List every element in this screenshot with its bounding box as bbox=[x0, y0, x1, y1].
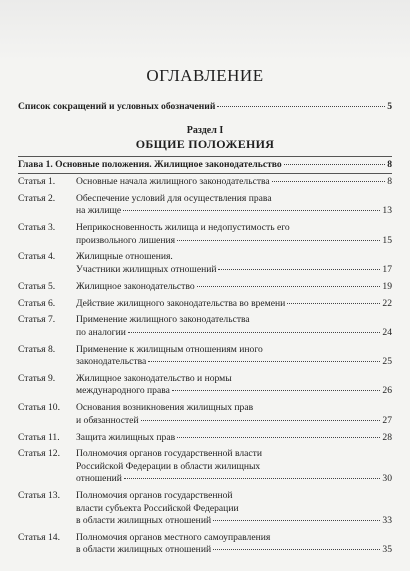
toc-entry-article[interactable] bbox=[18, 402, 392, 427]
toc-entry-article[interactable] bbox=[18, 298, 392, 311]
article-title-line: Основания возникновения жилищных прав bbox=[76, 402, 254, 414]
article-title-line: международного права bbox=[76, 385, 170, 397]
dot-leader bbox=[287, 303, 380, 304]
article-title-line: Жилищное законодательство и нормы bbox=[76, 372, 232, 384]
toc-page-number: 22 bbox=[382, 297, 392, 309]
toc-entry-article[interactable] bbox=[18, 448, 392, 486]
toc-entry-article[interactable] bbox=[18, 314, 392, 339]
page-top-shade bbox=[0, 0, 410, 62]
article-number: Статья 2. bbox=[18, 192, 56, 204]
article-title bbox=[76, 251, 392, 276]
article-title bbox=[76, 373, 392, 398]
dot-leader bbox=[177, 437, 380, 438]
dot-leader bbox=[218, 269, 380, 270]
article-title-line: Действие жилищного законодательства во времени bbox=[76, 297, 286, 309]
article-title-line: на жилище bbox=[76, 205, 122, 217]
article-title-line: Российской Федерации в области жилищных bbox=[76, 460, 261, 472]
dot-leader bbox=[128, 332, 381, 333]
toc-entry-article[interactable] bbox=[18, 490, 392, 528]
article-title bbox=[76, 402, 392, 427]
toc-entry-article[interactable] bbox=[18, 373, 392, 398]
toc-entry-chapter[interactable] bbox=[18, 159, 392, 171]
article-title-line: Полномочия органов местного самоуправления bbox=[76, 531, 271, 543]
toc-page-number: 27 bbox=[382, 414, 392, 426]
article-title-line: Применение к жилищным отношениям иного bbox=[76, 343, 263, 355]
article-title-line: и обязанностей bbox=[76, 414, 139, 426]
dot-leader bbox=[213, 520, 380, 521]
article-title-line: Жилищные отношения. bbox=[76, 251, 173, 263]
article-title-line: в области жилищных отношений bbox=[76, 515, 212, 527]
dot-leader bbox=[124, 478, 381, 479]
article-title-line: Защита жилищных прав bbox=[76, 431, 176, 443]
dot-leader bbox=[284, 164, 385, 165]
article-title bbox=[76, 222, 392, 247]
article-title-line: по аналогии bbox=[76, 326, 126, 338]
divider bbox=[18, 156, 392, 157]
article-title-line: Применение жилищного законодательства bbox=[76, 314, 250, 326]
dot-leader bbox=[148, 361, 380, 362]
article-title bbox=[76, 432, 392, 445]
toc-label: Список сокращений и условных обозначений bbox=[18, 101, 216, 112]
dot-leader bbox=[197, 286, 381, 287]
toc-page-number: 5 bbox=[387, 101, 392, 112]
article-number: Статья 8. bbox=[18, 343, 56, 355]
toc-page-number: 13 bbox=[382, 205, 392, 217]
toc-entry-article[interactable] bbox=[18, 193, 392, 218]
toc-entry-article[interactable] bbox=[18, 222, 392, 247]
toc-page-number: 8 bbox=[387, 176, 392, 187]
section-label: Раздел I bbox=[186, 125, 224, 136]
dot-leader bbox=[141, 420, 381, 421]
article-title-line: Жилищное законодательство bbox=[76, 280, 195, 292]
article-title-line: отношений bbox=[76, 473, 122, 485]
article-title bbox=[76, 298, 392, 311]
article-title bbox=[76, 193, 392, 218]
toc-entry-article[interactable] bbox=[18, 432, 392, 445]
article-number: Статья 6. bbox=[18, 297, 56, 309]
toc-page-number: 30 bbox=[382, 473, 392, 485]
toc-page-number: 8 bbox=[387, 159, 392, 170]
article-number: Статья 4. bbox=[18, 251, 56, 263]
toc-page-number: 33 bbox=[382, 515, 392, 527]
article-title-line: Основные начала жилищного законодательства bbox=[76, 176, 270, 187]
section-name: ОБЩИЕ ПОЛОЖЕНИЯ bbox=[135, 137, 275, 151]
article-title-line: произвольного лишения bbox=[76, 234, 176, 246]
toc-page-number: 25 bbox=[382, 356, 392, 368]
toc-entry-abbreviations[interactable] bbox=[18, 101, 392, 113]
toc-entry-article[interactable] bbox=[18, 176, 392, 189]
article-number: Статья 1. bbox=[18, 176, 56, 187]
dot-leader bbox=[172, 390, 381, 391]
toc-page-number: 26 bbox=[382, 385, 392, 397]
article-number: Статья 9. bbox=[18, 372, 56, 384]
dot-leader bbox=[213, 549, 380, 550]
toc-entry-article[interactable] bbox=[18, 344, 392, 369]
article-title bbox=[76, 281, 392, 294]
article-title bbox=[76, 532, 392, 557]
article-title-line: власти субъекта Российской Федерации bbox=[76, 502, 239, 514]
article-title bbox=[76, 448, 392, 486]
article-title-line: в области жилищных отношений bbox=[76, 544, 212, 556]
article-title-line: Неприкосновенность жилища и недопустимость его bbox=[76, 222, 290, 234]
dot-leader bbox=[272, 181, 386, 182]
article-number: Статья 11. bbox=[18, 431, 60, 443]
article-number: Статья 12. bbox=[18, 448, 60, 460]
article-title bbox=[76, 490, 392, 528]
article-title-line: Обеспечение условий для осуществления права bbox=[76, 192, 272, 204]
toc-entry-article[interactable] bbox=[18, 281, 392, 294]
article-title bbox=[76, 176, 392, 189]
toc-page-number: 15 bbox=[382, 234, 392, 246]
article-title-line: Участники жилищных отношений bbox=[76, 263, 217, 275]
article-number: Статья 3. bbox=[18, 222, 56, 234]
article-title-line: Полномочия органов государственной bbox=[76, 490, 233, 502]
article-number: Статья 7. bbox=[18, 314, 56, 326]
toc-entry-article[interactable] bbox=[18, 532, 392, 557]
toc-label: Глава 1. Основные положения. Жилищное законодательство bbox=[18, 159, 282, 170]
dot-leader bbox=[217, 106, 385, 107]
toc-page-number: 28 bbox=[382, 431, 392, 443]
article-number: Статья 14. bbox=[18, 531, 60, 543]
article-title bbox=[76, 314, 392, 339]
article-number: Статья 10. bbox=[18, 402, 60, 414]
toc-page-number: 17 bbox=[382, 263, 392, 275]
toc-page-number: 24 bbox=[382, 326, 392, 338]
article-number: Статья 13. bbox=[18, 490, 60, 502]
divider bbox=[18, 173, 392, 174]
article-title-line: Полномочия органов государственной власти bbox=[76, 448, 262, 460]
toc-page-number: 19 bbox=[382, 280, 392, 292]
article-number: Статья 5. bbox=[18, 280, 56, 292]
article-title-line: законодательства bbox=[76, 356, 147, 368]
toc-entry-article[interactable] bbox=[18, 251, 392, 276]
article-title bbox=[76, 344, 392, 369]
toc-page-number: 35 bbox=[382, 544, 392, 556]
dot-leader bbox=[123, 210, 380, 211]
page-title: ОГЛАВЛЕНИЕ bbox=[146, 66, 264, 85]
dot-leader bbox=[177, 240, 380, 241]
